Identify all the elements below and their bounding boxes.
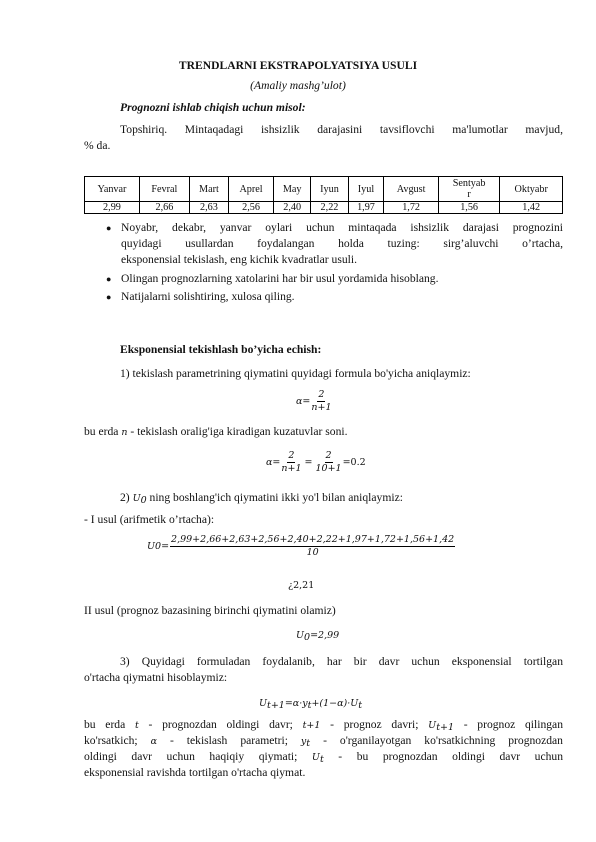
subscript: t [307,700,312,711]
subscript: t [358,700,363,711]
table-header-cell: Yanvar [85,177,140,202]
table-value-cell: 2,66 [139,202,189,214]
method-1-label: - I usul (arifmetik o’rtacha): [84,513,215,526]
table-value-cell: 2,22 [311,202,348,214]
example-heading: Prognozni ishlab chiqish uchun misol: [120,101,306,114]
bullet-3: Natijalarni solishtiring, xulosa qiling. [121,290,295,303]
text: bu erda [84,425,122,438]
exponential-smoothing-formula [259,693,362,711]
fraction-numerator: 2 [325,450,332,461]
bullet-icon: ● [106,274,112,284]
table-value-cell: 2,40 [274,202,311,214]
subscript: 0 [140,495,147,506]
equals: = [161,541,170,552]
subscript: 0 [155,541,162,552]
variable-u: U [311,752,320,763]
table-header-cell [438,177,500,202]
bullet-2: Olingan prognozlarning xatolarini har bir usul yordamida hisoblang. [121,272,439,285]
text: - prognoz davri; [320,718,429,731]
variable-u: U [132,493,141,504]
variable-alpha: α [150,736,157,747]
step-1: 1) tekislash parametrining qiymatini quyidagi formula bo'yicha aniqlaymiz: [120,367,471,380]
fraction [170,534,455,559]
text: ning boshlang'ich qiymatini ikki yo'l bilan aniqlaymiz: [146,491,403,504]
subscript: t+1 [267,700,285,711]
table-value-cell: 1,42 [500,202,563,214]
text: 2) [120,491,133,504]
table-value-cell: 2,56 [229,202,274,214]
table-header-cell: Aprel [229,177,274,202]
unemployment-table [84,176,563,214]
variable-t: t [134,720,139,731]
subscript: t+1 [436,722,455,733]
variable-y: y [300,736,307,747]
fraction [310,389,332,414]
table-header-cell: Fevral [139,177,189,202]
formula-rhs: =2,99 [310,630,340,641]
formula-lhs: α= [296,396,311,407]
table-value-cell: 1,56 [438,202,500,214]
fraction-numerator: 2,99+2,66+2,63+2,56+2,40+2,22+1,97+1,72+1,56+1,42 [171,534,455,545]
document-title: TRENDLARNI EKSTRAPOLYATSIYA USULI [178,59,418,72]
text: ko'rsatkich; [84,734,151,747]
task-line-2: % da. [84,139,111,152]
bullet-icon: ● [106,223,112,233]
text: oldingi davr uchun haqiqiy qiymati; [84,750,312,763]
fraction-denominator: n+1 [311,402,332,413]
variable-u: U [428,720,437,731]
table-value-cell: 2,99 [85,202,140,214]
task-line-1: Topshiriq. Mintaqadagi ishsizlik darajasini tavsiflovchi ma'lumotlar mavjud, [120,123,563,136]
formula-rest: +(1−α)·U [311,698,359,709]
table-header-wrap: r [467,189,471,200]
fraction-denominator: 10 [306,547,319,558]
text: - prognoz qilingan [454,718,563,731]
table-header-cell: Oktyabr [500,177,563,202]
table-header-text: Sentyab [452,178,486,189]
text: - tekislash oralig'iga kiradigan kuzatuvlar soni. [127,425,348,438]
first-value-formula [296,625,339,643]
fraction [314,450,342,475]
subscript: 0 [304,632,311,643]
fraction-denominator: 10+1 [315,463,342,474]
formula-lhs: U [296,630,305,641]
table-header-cell: Iyun [311,177,348,202]
bullet-1-line-3: eksponensial tekislash, eng kichik kvadratlar usuli. [121,253,358,266]
explanation-line-4: eksponensial ravishda tortilgan o'rtacha qiymat. [84,766,306,779]
fraction-numerator: 2 [288,450,295,461]
formula-result: =0.2 [342,457,366,468]
fraction [280,450,302,475]
table-header-cell: May [274,177,311,202]
formula-lhs: α= [266,457,281,468]
bullet-1-line-1: Noyabr, dekabr, yanvar oylari uchun mintaqada ishsizlik darajasi prognozini [121,221,563,234]
bullet-1-line-2: quyidagi usullardan foydalangan holda tuzing: sirg’aluvchi o’rtacha, [121,237,563,250]
mean-formula [147,534,455,559]
table-header-cell: Avgust [384,177,438,202]
table-value-cell: 2,63 [189,202,228,214]
table-value-cell: 1,72 [384,202,438,214]
bullet-icon: ● [106,292,112,302]
formula-lhs: U [147,541,156,552]
method-2-label: II usul (prognoz bazasining birinchi qiymatini olamiz) [84,604,336,617]
table-header-cell: Iyul [348,177,384,202]
subscript: t [319,754,324,765]
alpha-formula [296,389,333,414]
step-2 [120,490,403,509]
table-value-cell: 1,97 [348,202,384,214]
text: - tekislash parametri; [157,734,301,747]
variable-t-plus-1: t+1 [302,720,321,731]
variable-n: n [121,427,128,438]
equals: = [304,457,313,468]
step-3-line-2: o'rtacha qiymatni hisoblaymiz: [84,671,228,684]
fraction-numerator: 2 [318,389,325,400]
table-value-row [85,202,563,214]
fraction-denominator: n+1 [281,463,302,474]
solution-heading: Eksponensial tekishlash bo’yicha echish: [120,343,322,356]
step-3-line-1: 3) Quyidagi formuladan foydalanib, har bir davr uchun eksponensial tortilgan [120,655,563,668]
formula-lhs: U [259,698,268,709]
mean-result: ¿2,21 [288,580,315,591]
table-header-cell: Mart [189,177,228,202]
text: - o'rganilayotgan ko'rsatkichning prognozdan [310,734,563,747]
alpha-computation [266,450,366,475]
document-subtitle: (Amaliy mashg’ulot) [250,79,346,92]
text: - prognozdan oldingi davr; [138,718,303,731]
table-header-row [85,177,563,202]
text: bu erda [84,718,135,731]
text: - bu prognozdan oldingi davr uchun [323,750,563,763]
formula-rhs: =α·y [284,698,308,709]
subscript: t [306,738,311,749]
n-explanation [84,424,348,441]
